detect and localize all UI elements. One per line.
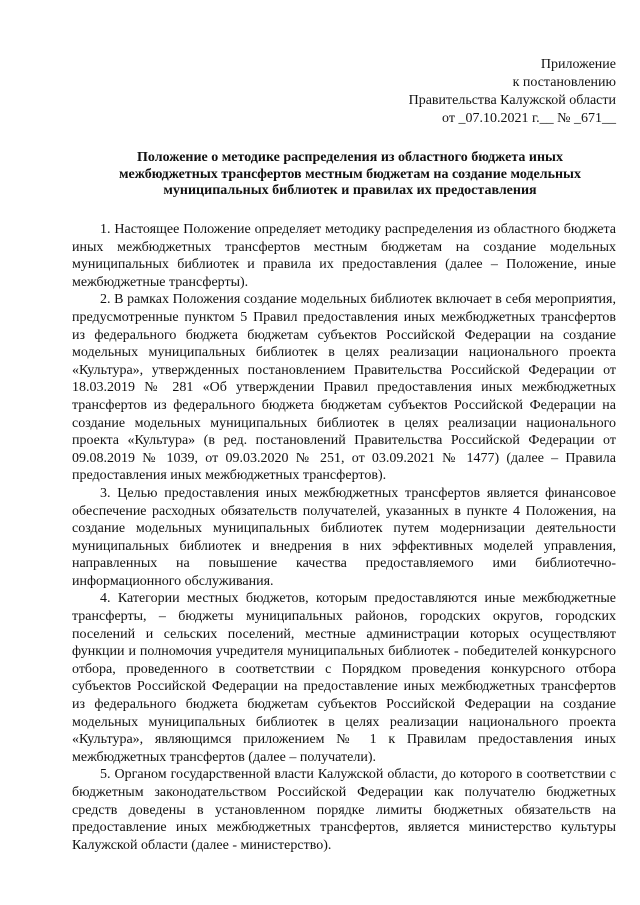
header-government-label: Правительства Калужской области [408,93,616,108]
title-line-3: муниципальных библиотек и правилах их предоставления [163,183,537,198]
paragraph-3: 3. Целью предоставления иных межбюджетных трансфертов является финансовое обеспечение расходных обязательств получателей, указанных в пункте 4 Положения, на создание модельных муниципальных библиотек путем модернизации деятельности муниципальных библиотек и внедрения в них эффективных моделей управления, направленных на повышение качества предоставляемого ими библиотечно-информационного обслуживания. [72,485,616,589]
paragraph-4: 4. Категории местных бюджетов, которым предоставляются иные межбюджетные трансферты, – бюджеты муниципальных районов, городских округов, городских поселений и сельских поселений, местные администрации которых осуществляют функции и полномочия учредителя муниципальных библиотек - победителей конкурсного отбора, проведенного в соответствии с Порядком проведения конкурсного отбора субъектов Российской Федерации на предоставление иных межбюджетных трансфертов из федерального бюджета бюджетам субъектов Российской Федерации на создание модельных муниципальных библиотек в целях реализации национального проекта «Культура», являющимся приложением № 1 к Правилам предоставления иных межбюджетных трансфертов (далее – получатели). [72,591,616,765]
paragraph-1: 1. Настоящее Положение определяет методику распределения из областного бюджета иных межбюджетных трансфертов местным бюджетам на создание модельных муниципальных библиотек и правила их предоставления (далее – Положение, иные межбюджетные трансферты). [72,222,616,290]
title-line-1: Положение о методике распределения из областного бюджета иных [137,150,563,165]
approval-header [409,56,616,128]
title-line-2: межбюджетных трансфертов местным бюджетам на создание модельных [119,166,581,182]
header-date-number: от _07.10.2021 г.__ № _671__ [442,111,616,126]
document-title [110,150,590,200]
document-body [72,221,616,854]
header-appendix-label: Приложение [540,57,616,72]
paragraph-5: 5. Органом государственной власти Калужской области, до которого в соответствии с бюджетным законодательством Российской Федерации как получателю бюджетных средств доведены в установленном порядке лимиты бюджетных обязательств на предоставление иных межбюджетных трансфертов, является министерство культуры Калужской области (далее - министерство). [72,767,616,853]
paragraph-2: 2. В рамках Положения создание модельных библиотек включает в себя мероприятия, предусмотренные пунктом 5 Правил предоставления иных межбюджетных трансфертов из федерального бюджета бюджетам субъектов Российской Федерации на создание модельных муниципальных библиотек в целях реализации национального проекта «Культура», утвержденных постановлением Правительства Российской Федерации от 18.03.2019 № 281 «Об утверждении Правил предоставления иных межбюджетных трансфертов из федерального бюджета бюджетам субъектов Российской Федерации на создание модельных муниципальных библиотек в целях реализации национального проекта «Культура» (в ред. постановлений Правительства Российской Федерации от 09.08.2019 № 1039, от 09.03.2020 № 251, от 03.09.2021 № 1477) (далее – Правила предоставления иных межбюджетных трансфертов). [72,292,616,484]
header-resolution-label: к постановлению [512,75,616,90]
